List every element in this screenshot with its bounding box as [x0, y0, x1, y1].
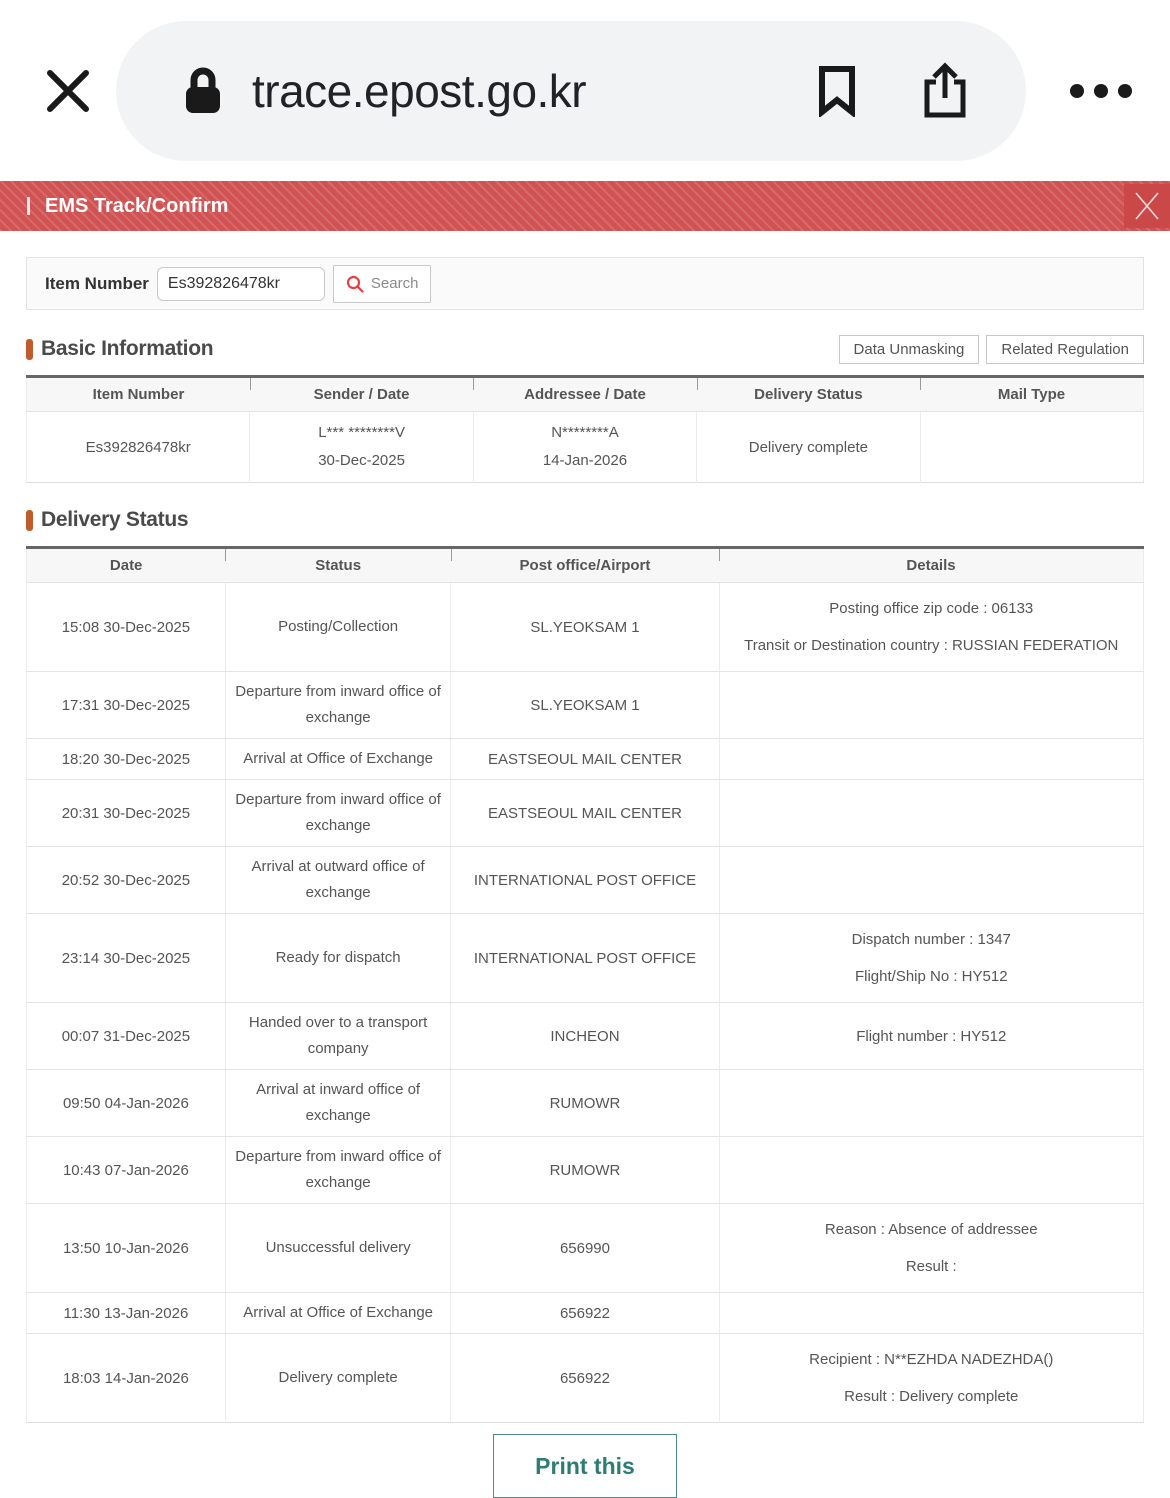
delivery-status-header [26, 505, 1144, 535]
details-cell [719, 1003, 1143, 1070]
details-cell [719, 1204, 1143, 1293]
close-icon [1131, 190, 1163, 222]
detail-line: Recipient : N**EZHDA NADEZHDA() [809, 1351, 1054, 1368]
print-button[interactable]: Print this [493, 1434, 677, 1498]
details-cell [719, 1293, 1143, 1334]
col-status: Status [225, 548, 451, 583]
status-cell: Ready for dispatch [225, 914, 451, 1003]
date-cell: 20:31 30-Dec-2025 [27, 780, 226, 847]
detail-line: Posting office zip code : 06133 [829, 600, 1034, 617]
col-date: Date [27, 548, 226, 583]
delivery-status-table [26, 546, 1144, 1423]
delivery-status-title: Delivery Status [41, 508, 189, 531]
detail-line: Transit or Destination country : RUSSIAN FEDERATION [744, 637, 1119, 654]
browser-bar [0, 0, 1170, 181]
office-cell: EASTSEOUL MAIL CENTER [451, 739, 719, 780]
search-button-label: Search [370, 275, 419, 292]
status-cell: Delivery complete [225, 1334, 451, 1423]
status-cell: Departure from inward office of exchange [225, 1137, 451, 1204]
details-cell [719, 847, 1143, 914]
office-cell: 656922 [451, 1334, 719, 1423]
detail-line: Flight/Ship No : HY512 [854, 968, 1008, 985]
details-cell [719, 1334, 1143, 1423]
table-row [27, 1003, 1144, 1070]
basic-info-header [26, 334, 1144, 364]
office-cell: EASTSEOUL MAIL CENTER [451, 780, 719, 847]
status-cell: Arrival at Office of Exchange [225, 739, 451, 780]
col-mail-type: Mail Type [920, 377, 1143, 412]
detail-line: Flight number : HY512 [856, 1027, 1007, 1045]
table-row [27, 1293, 1144, 1334]
status-cell: Arrival at Office of Exchange [225, 1293, 451, 1334]
office-cell: SL.YEOKSAM 1 [451, 672, 719, 739]
bookmark-icon[interactable] [816, 65, 858, 117]
item-number-value: Es392826478kr [27, 412, 250, 483]
share-icon[interactable] [920, 62, 970, 120]
details-cell [719, 780, 1143, 847]
search-button[interactable] [333, 265, 432, 303]
addressee-value [473, 412, 696, 483]
office-cell: RUMOWR [451, 1137, 719, 1204]
table-row [27, 583, 1144, 672]
browser-menu-button[interactable] [1068, 81, 1134, 101]
sender-name: L*** ********V [318, 424, 405, 441]
table-row [27, 1137, 1144, 1204]
table-header-row [27, 377, 1144, 412]
office-cell: SL.YEOKSAM 1 [451, 583, 719, 672]
details-cell [719, 672, 1143, 739]
col-addressee-date: Addressee / Date [473, 377, 696, 412]
status-cell: Departure from inward office of exchange [225, 780, 451, 847]
date-cell: 11:30 13-Jan-2026 [27, 1293, 226, 1334]
detail-line: Dispatch number : 1347 [851, 931, 1011, 948]
date-cell: 18:20 30-Dec-2025 [27, 739, 226, 780]
table-row [27, 412, 1144, 483]
addressee-name: N********A [551, 424, 619, 441]
date-cell: 10:43 07-Jan-2026 [27, 1137, 226, 1204]
col-item-number: Item Number [27, 377, 250, 412]
item-number-input[interactable] [157, 267, 325, 301]
detail-line: Result : Delivery complete [844, 1388, 1019, 1405]
details-cell [719, 583, 1143, 672]
section-bullet-icon [26, 510, 33, 531]
status-cell: Arrival at inward office of exchange [225, 1070, 451, 1137]
date-cell: 09:50 04-Jan-2026 [27, 1070, 226, 1137]
url-bar[interactable] [116, 21, 1026, 161]
col-sender-date: Sender / Date [250, 377, 473, 412]
detail-line: Result : [905, 1258, 957, 1275]
table-row [27, 847, 1144, 914]
url-text: trace.epost.go.kr [252, 64, 587, 117]
status-cell: Posting/Collection [225, 583, 451, 672]
lock-icon [182, 65, 224, 117]
delivery-status-value: Delivery complete [697, 412, 920, 483]
status-cell: Arrival at outward office of exchange [225, 847, 451, 914]
ems-close-button[interactable] [1124, 184, 1170, 228]
section-bullet-icon [26, 339, 33, 360]
search-box [26, 257, 1144, 310]
date-cell: 18:03 14-Jan-2026 [27, 1334, 226, 1423]
table-row [27, 1334, 1144, 1423]
table-header-row [27, 548, 1144, 583]
browser-close-button[interactable] [20, 65, 116, 117]
office-cell: INTERNATIONAL POST OFFICE [451, 847, 719, 914]
date-cell: 00:07 31-Dec-2025 [27, 1003, 226, 1070]
office-cell: INTERNATIONAL POST OFFICE [451, 914, 719, 1003]
related-regulation-button[interactable]: Related Regulation [986, 335, 1144, 364]
search-icon [346, 275, 364, 293]
page-title: EMS Track/Confirm [45, 194, 229, 217]
date-cell: 20:52 30-Dec-2025 [27, 847, 226, 914]
details-cell [719, 1070, 1143, 1137]
basic-info-title: Basic Information [41, 337, 214, 360]
ems-header [0, 181, 1170, 231]
status-cell: Unsuccessful delivery [225, 1204, 451, 1293]
mail-type-value [920, 412, 1143, 483]
basic-info-table [26, 375, 1144, 483]
table-row [27, 1070, 1144, 1137]
col-delivery-status: Delivery Status [697, 377, 920, 412]
sender-value [250, 412, 473, 483]
table-row [27, 739, 1144, 780]
details-cell [719, 739, 1143, 780]
item-number-label: Item Number [45, 273, 149, 293]
close-icon [42, 65, 94, 117]
detail-line: Reason : Absence of addressee [824, 1221, 1038, 1238]
date-cell: 13:50 10-Jan-2026 [27, 1204, 226, 1293]
date-cell: 23:14 30-Dec-2025 [27, 914, 226, 1003]
sender-date: 30-Dec-2025 [318, 452, 405, 469]
date-cell: 15:08 30-Dec-2025 [27, 583, 226, 672]
table-row [27, 780, 1144, 847]
addressee-date: 14-Jan-2026 [542, 452, 628, 469]
office-cell: 656990 [451, 1204, 719, 1293]
page-content [0, 231, 1170, 1498]
details-cell [719, 914, 1143, 1003]
title-marker [27, 197, 30, 215]
table-row [27, 672, 1144, 739]
office-cell: RUMOWR [451, 1070, 719, 1137]
status-cell: Handed over to a transport company [225, 1003, 451, 1070]
office-cell: 656922 [451, 1293, 719, 1334]
table-row [27, 914, 1144, 1003]
col-details: Details [719, 548, 1143, 583]
data-unmasking-button[interactable]: Data Unmasking [839, 335, 980, 364]
ellipsis-icon [1068, 81, 1134, 101]
status-cell: Departure from inward office of exchange [225, 672, 451, 739]
office-cell: INCHEON [451, 1003, 719, 1070]
col-office: Post office/Airport [451, 548, 719, 583]
details-cell [719, 1137, 1143, 1204]
table-row [27, 1204, 1144, 1293]
date-cell: 17:31 30-Dec-2025 [27, 672, 226, 739]
